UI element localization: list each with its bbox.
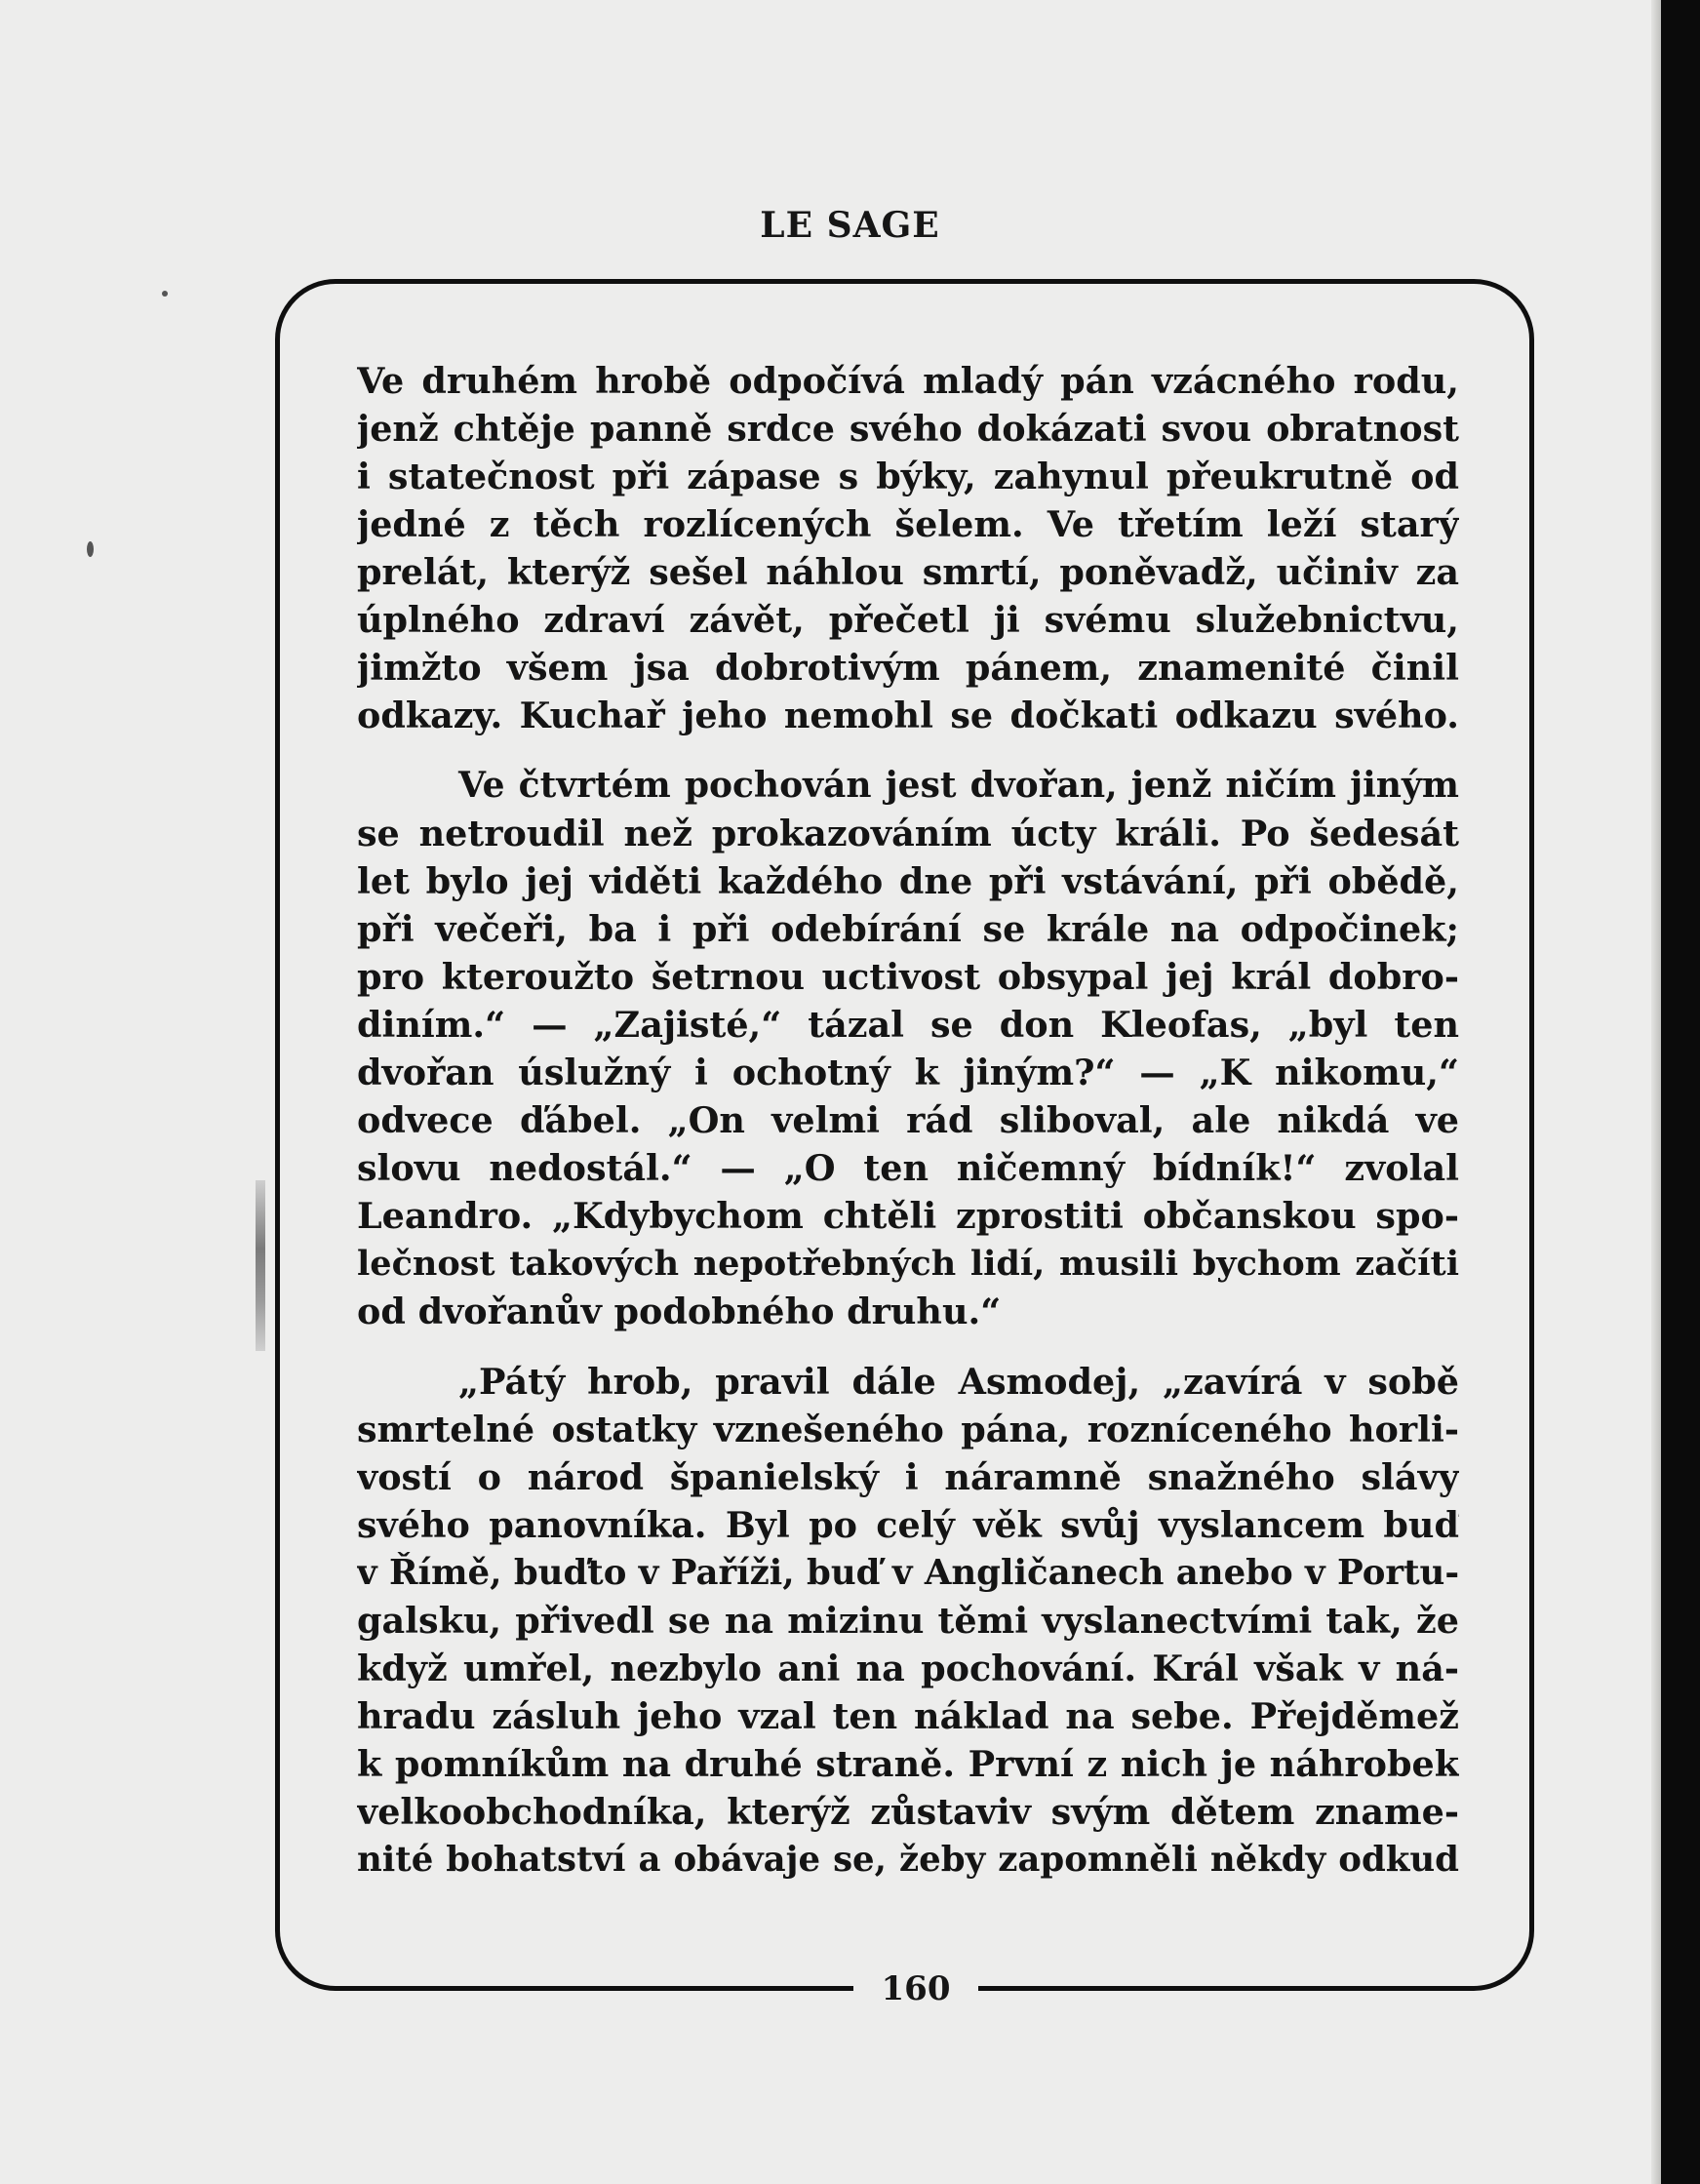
text-line: úplného zdraví závět, přečetl ji svému služebnictvu, [357,599,1459,641]
text-line: hradu zásluh jeho vzal ten náklad na sebe. Přejděmež [357,1695,1459,1737]
text-line: vostí o národ španielský i náramně snažného slávy [357,1456,1459,1498]
text-line: odvece ďábel. „On velmi rád sliboval, ale nikdá ve [357,1099,1459,1141]
scan-border [1661,0,1700,2184]
text-line: svého panovníka. Byl po celý věk svůj vyslancem buď [357,1504,1459,1546]
text-line: nité bohatství a obávaje se, žeby zapomněli někdy odkud [357,1840,1459,1880]
body-text [357,357,1459,1884]
text-line: velkoobchodníka, kterýž zůstaviv svým dětem zname- [357,1791,1459,1833]
text-line: diním.“ — „Zajisté,“ tázal se don Kleofas, „byl ten [357,1004,1459,1046]
text-line: slovu nedostál.“ — „O ten ničemný bídník!“ zvolal [357,1147,1459,1189]
text-line: odkazy. Kuchař jeho nemohl se dočkati odkazu svého. [357,695,1459,736]
running-head: LE SAGE [760,205,940,246]
scan-artifact [256,1180,265,1351]
text-line: jimžto všem jsa dobrotivým pánem, znamenité činil [357,647,1459,689]
text-line: se netroudil než prokazováním úcty králi. Po šedesát [357,813,1459,854]
text-line: od dvořanův podobného druhu.“ [357,1291,1002,1332]
text-line: jedné z těch rozlícených šelem. Ve třetím leží starý [357,503,1459,545]
text-line: Ve čtvrtém pochován jest dvořan, jenž ničím jiným [458,765,1459,806]
text-line: k pomníkům na druhé straně. První z nich je náhrobek [357,1743,1459,1785]
text-line: Ve druhém hrobě odpočívá mladý pán vzácného rodu, [357,360,1459,402]
text-line: Leandro. „Kdybychom chtěli zprostiti občanskou spo- [357,1195,1459,1237]
text-line: lečnost takových nepotřebných lidí, musili bychom začíti [357,1244,1459,1284]
paragraph [357,762,1459,1335]
text-line: jenž chtěje panně srdce svého dokázati svou obratnost [357,408,1459,450]
text-line: prelát, kterýž sešel náhlou smrtí, poněvadž, učiniv za [357,551,1459,593]
text-line: pro kteroužto šetrnou uctivost obsypal jej král dobro- [357,956,1459,998]
text-line: když umřel, nezbylo ani na pochování. Král však v ná- [357,1648,1459,1689]
text-line: v Římě, buďto v Paříži, buď v Angličanech anebo v Portu- [357,1553,1459,1593]
text-line: při večeři, ba i při odebírání se krále na odpočinek; [357,908,1459,950]
text-line: smrtelné ostatky vznešeného pána, rozníceného horli- [357,1409,1459,1450]
text-line: let bylo jej viděti každého dne při vstávání, při obědě, [357,860,1459,902]
scan-speck [162,291,168,297]
page-number: 160 [881,1969,951,2008]
text-line: „Pátý hrob, pravil dále Asmodej, „zavírá v sobě [458,1361,1459,1403]
paragraph [357,357,1459,739]
paragraph [357,1358,1459,1884]
text-line: dvořan úslužný i ochotný k jiným?“ — „K nikomu,“ [357,1052,1459,1093]
scan-speck [87,541,94,557]
text-line: galsku, přivedl se na mizinu těmi vyslanectvími tak, že [357,1600,1459,1642]
text-line: i statečnost při zápase s býky, zahynul přeukrutně od [357,456,1459,497]
